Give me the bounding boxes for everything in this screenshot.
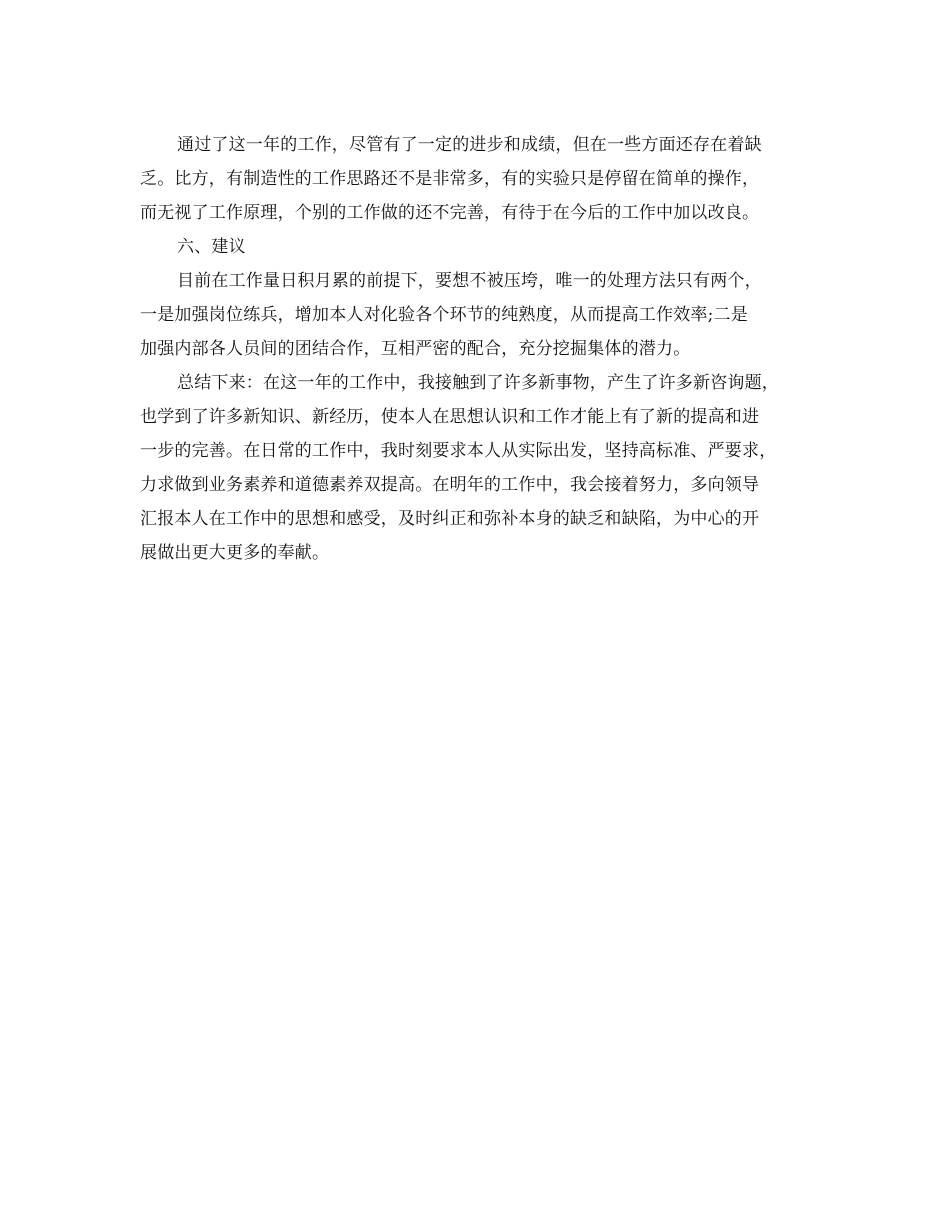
section-heading: 六、建议 xyxy=(177,237,246,257)
paragraph-line: 目前在工作量日积月累的前提下，要想不被压垮，唯一的处理方法只有两个， xyxy=(177,271,762,291)
paragraph-line: 加强内部各人员间的团结合作，互相严密的配合，充分挖掘集体的潜力。 xyxy=(140,339,691,359)
paragraph-shortcomings xyxy=(140,128,820,230)
paragraph-line: 通过了这一年的工作，尽管有了一定的进步和成绩，但在一些方面还存在着缺 xyxy=(177,135,762,155)
section-heading-suggestions xyxy=(140,230,820,264)
paragraph-summary xyxy=(140,366,820,570)
paragraph-suggestions xyxy=(140,264,820,366)
paragraph-line: 汇报本人在工作中的思想和感受，及时纠正和弥补本身的缺乏和缺陷，为中心的开 xyxy=(140,509,760,529)
paragraph-line: 总结下来：在这一年的工作中，我接触到了许多新事物，产生了许多新咨询题， xyxy=(177,373,779,393)
paragraph-line: 一步的完善。在日常的工作中，我时刻要求本人从实际出发，坚持高标准、严要求， xyxy=(140,441,777,461)
paragraph-line: 力求做到业务素养和道德素养双提高。在明年的工作中，我会接着努力，多向领导 xyxy=(140,475,760,495)
paragraph-line: 而无视了工作原理，个别的工作做的还不完善，有待于在今后的工作中加以改良。 xyxy=(140,203,760,223)
paragraph-line: 展做出更大更多的奉献。 xyxy=(140,543,330,563)
paragraph-line: 乏。比方，有制造性的工作思路还不是非常多，有的实验只是停留在简单的操作， xyxy=(140,169,760,189)
paragraph-line: 也学到了许多新知识、新经历，使本人在思想认识和工作才能上有了新的提高和进 xyxy=(140,407,760,427)
paragraph-line: 一是加强岗位练兵，增加本人对化验各个环节的纯熟度，从而提高工作效率;二是 xyxy=(140,305,748,325)
document-body xyxy=(140,128,820,570)
